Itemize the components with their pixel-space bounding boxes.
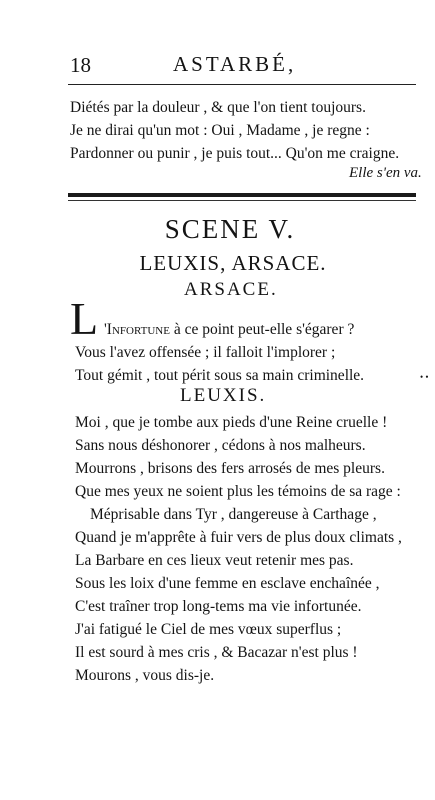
verse-line: Sans nous déshonorer , cédons à nos malheurs. bbox=[75, 437, 366, 454]
scene-title: SCENE V. bbox=[164, 214, 296, 244]
verse-line: Diétés par la douleur , & que l'on tient toujours. bbox=[70, 99, 366, 116]
verse-line: Que mes yeux ne soient plus les témoins de sa rage : bbox=[75, 483, 401, 500]
verse-line: Quand je m'apprête à fuir vers de plus doux climats , bbox=[75, 529, 402, 546]
scene-divider-thick bbox=[68, 193, 416, 197]
verse-line: Mourrons , brisons des fers arrosés de mes pleurs. bbox=[75, 460, 385, 477]
header-rule bbox=[68, 84, 416, 85]
verse-line bbox=[104, 318, 354, 341]
first-word-smallcaps: 'Infortune bbox=[104, 321, 170, 338]
drop-cap: L bbox=[70, 293, 99, 344]
page-number: 18 bbox=[70, 53, 91, 77]
verse-line: J'ai fatigué le Ciel de mes vœux superflus ; bbox=[75, 621, 342, 638]
speaker-name: ARSACE. bbox=[184, 279, 278, 300]
margin-mark: • • bbox=[420, 372, 429, 382]
verse-line: Il est sourd à mes cris , & Bacazar n'est plus ! bbox=[75, 644, 358, 661]
scene-cast: LEUXIS, ARSACE. bbox=[139, 251, 327, 275]
scene-divider-thin bbox=[68, 200, 416, 201]
stage-direction: Elle s'en va. bbox=[349, 165, 422, 181]
speaker-name: LEUXIS. bbox=[180, 385, 267, 406]
first-line-rest: à ce point peut-elle s'égarer ? bbox=[169, 321, 355, 338]
verse-line: Vous l'avez offensée ; il falloit l'implorer ; bbox=[75, 344, 336, 361]
verse-line: Sous les loix d'une femme en esclave enchaînée , bbox=[75, 575, 380, 592]
verse-line: C'est traîner trop long-tems ma vie infortunée. bbox=[75, 598, 362, 615]
verse-line: La Barbare en ces lieux veut retenir mes pas. bbox=[75, 552, 354, 569]
verse-line: Tout gémit , tout périt sous sa main criminelle. bbox=[75, 367, 365, 384]
verse-line: Moi , que je tombe aux pieds d'une Reine cruelle ! bbox=[75, 414, 388, 431]
verse-line: Mourons , vous dis-je. bbox=[75, 667, 215, 684]
verse-line: Pardonner ou punir , je puis tout... Qu'on me craigne. bbox=[70, 145, 400, 162]
verse-line: Je ne dirai qu'un mot : Oui , Madame , je regne : bbox=[70, 122, 370, 139]
running-title: ASTARBÉ, bbox=[173, 52, 297, 76]
verse-line: Méprisable dans Tyr , dangereuse à Carthage , bbox=[90, 506, 377, 523]
